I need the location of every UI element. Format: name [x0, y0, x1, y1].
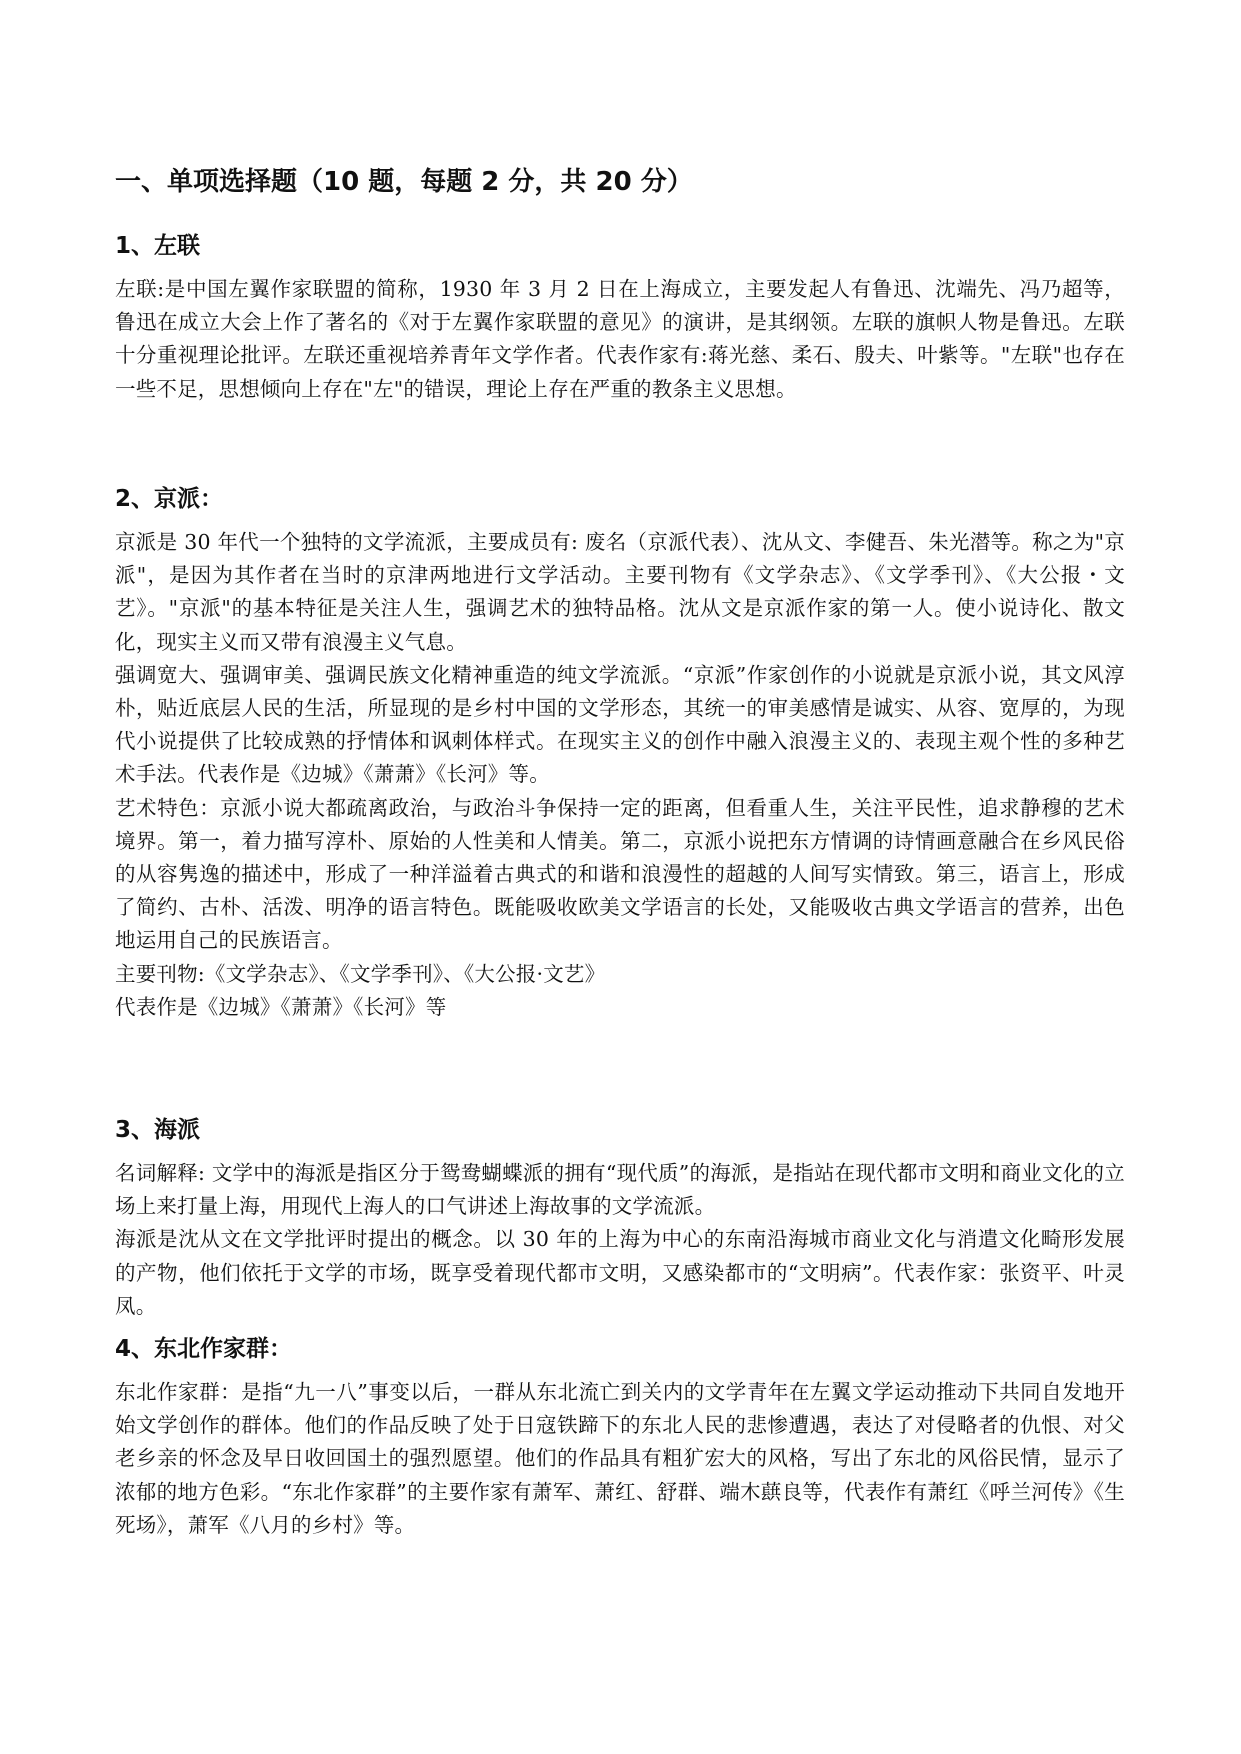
section-heading: 4、东北作家群：	[115, 1336, 293, 1362]
section-paragraph: 强调宽大、强调审美、强调民族文化精神重造的纯文学流派。“京派”作家创作的小说就是京派小说，其文风淳朴，贴近底层人民的生活，所显现的是乡村中国的文学形态，其统一的审美感情是诚实、从容、宽厚的，为现代小说提供了比较成熟的抒情体和讽刺体样式。在现实主义的创作中融入浪漫主义的、表现主观个性的多种艺术手法。代表作是《边城》《萧萧》《长河》等。	[115, 662, 1125, 787]
section-zuolian	[115, 228, 1125, 406]
section-paragraph: 主要刊物:《文学杂志》、《文学季刊》、《大公报·文艺》	[115, 961, 606, 986]
section-paragraph: 艺术特色：京派小说大都疏离政治，与政治斗争保持一定的距离，但看重人生，关注平民性，追求静穆的艺术境界。第一，着力描写淳朴、原始的人性美和人情美。第二，京派小说把东方情调的诗情画意融合在乡风民俗的从容隽逸的描述中，形成了一种洋溢着古典式的和谐和浪漫性的超越的人间写实情致。第三，语言上，形成了简约、古朴、活泼、明净的语言特色。既能吸收欧美文学语言的长处，又能吸收古典文学语言的营养，出色地运用自己的民族语言。	[115, 795, 1125, 953]
section-paragraph: 东北作家群：是指“九一八”事变以后，一群从东北流亡到关内的文学青年在左翼文学运动推动下共同自发地开始文学创作的群体。他们的作品反映了处于日寇铁蹄下的东北人民的悲惨遭遇，表达了对侵略者的仇恨、对父老乡亲的怀念及早日收回国土的强烈愿望。他们的作品具有粗犷宏大的风格，写出了东北的风俗民情，显示了浓郁的地方色彩。“东北作家群”的主要作家有萧军、萧红、舒群、端木蕻良等，代表作有萧红《呼兰河传》《生死场》，萧军《八月的乡村》等。	[115, 1380, 1125, 1537]
section-paragraph: 海派是沈从文在文学批评时提出的概念。以 30 年的上海为中心的东南沿海城市商业文化与消遣文化畸形发展的产物，他们依托于文学的市场，既享受着现代都市文明，又感染都市的“文明病”。代表作家：张资平、叶灵凤。	[115, 1227, 1125, 1318]
section-heading: 2、京派：	[115, 486, 224, 512]
section-paragraph: 代表作是《边城》《萧萧》《长河》等	[115, 994, 447, 1019]
section-heading: 1、左联	[115, 233, 201, 259]
section-heading: 3、海派	[115, 1117, 201, 1143]
section-paragraph: 京派是 30 年代一个独特的文学流派，主要成员有: 废名（京派代表）、沈从文、李健吾、朱光潜等。称之为"京派"，是因为其作者在当时的京津两地进行文学活动。主要刊物有《文学杂志》、《文学季刊》、《大公报・文艺》。"京派"的基本特征是关注人生，强调艺术的独特品格。沈从文是京派作家的第一人。使小说诗化、散文化，现实主义而又带有浪漫主义气息。	[115, 530, 1125, 654]
section-haipai	[115, 1112, 1125, 1323]
document-title: 一、单项选择题（10 题，每题 2 分，共 20 分）	[115, 167, 693, 197]
section-dongbei-writers	[115, 1331, 1125, 1542]
section-paragraph: 名词解释: 文学中的海派是指区分于鸳鸯蝴蝶派的拥有“现代质”的海派，是指站在现代都市文明和商业文化的立场上来打量上海，用现代上海人的口气讲述上海故事的文学流派。	[115, 1161, 1125, 1219]
section-paragraph: 左联:是中国左翼作家联盟的简称，1930 年 3 月 2 日在上海成立，主要发起人有鲁迅、沈端先、冯乃超等，鲁迅在成立大会上作了著名的《对于左翼作家联盟的意见》的演讲，是其纲领。左联的旗帜人物是鲁迅。左联十分重视理论批评。左联还重视培养青年文学作者。代表作家有:蒋光慈、柔石、殷夫、叶紫等。"左联"也存在一些不足，思想倾向上存在"左"的错误，理论上存在严重的教条主义思想。	[115, 277, 1125, 401]
section-jingpai	[115, 481, 1125, 1024]
